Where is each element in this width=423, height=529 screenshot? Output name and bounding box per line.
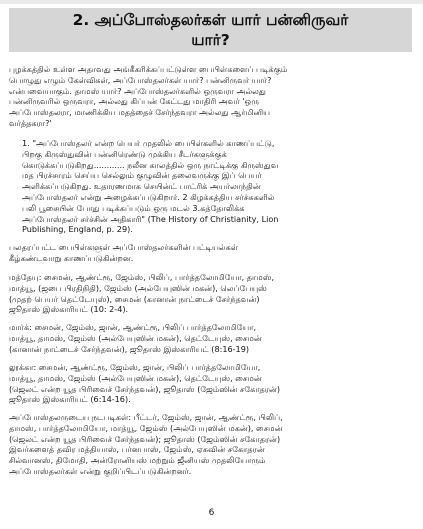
top-border: [0, 0, 423, 4]
chapter-heading-line-2: யார்?: [191, 31, 230, 49]
text-line: அளிக்கப்படுகிறது. உதாரணமாக செயின்ட் பாட்ரிக் அயர்லாந்தின்: [22, 181, 261, 192]
text-line: அப்போஸ்தலருடைய நடபடிகள்: பீட்டர், ஜேம்ஸ், ஜான், ஆண்ட்ரூ, பிலிப்,: [9, 412, 283, 422]
text-line: பலி பூசையின் போது படிக்கப்படும் ஒரு மடல் 3.கத்தோலிக்க: [22, 202, 245, 213]
chapter-heading-line-1: 2. அப்போஸ்தலர்கள் யார் பன்னிருவர்: [72, 11, 349, 29]
text-line: சில்வானஸ், திமோதி, அன்ரோனியஸ் மற்றும் ஜீனியஸ் முதலியோரும்: [9, 455, 266, 466]
text-line: பிறகு கிருஸ்துவின் பன்னிரெண்டு முக்கிய சீடர்களுக்குக்: [22, 148, 227, 159]
text-line: (ஜெலட் என்ற யூத பிரிவைச் சேர்ந்தவன்), ஜூதாஸ் (ஜேம்ஸின் சகோதரன்): [9, 383, 281, 394]
text-line: லூக்கா: சைமன், ஆண்ட்ரூ, ஜேம்ஸ், ஜான், பிலிப் பார்த்தலோமியோ,: [9, 362, 261, 372]
text-line: அப்போஸ்தலர் சர்ச்சின் அதிகாரி" (The History of Christianity, Lion: [22, 213, 279, 224]
text-line: என்பவையாகும். தாமஸ் யார்? அப்போஸ்தலர்களில் ஒருவரா அல்லது: [9, 85, 266, 96]
matthew-list: [9, 272, 413, 315]
text-line: அப்போஸ்தலர் என்று அழைக்கப்படுகிறார். 2 கிழக்கத்திய சர்ச்சுகளில்: [22, 191, 275, 202]
intro-paragraph: [9, 64, 413, 129]
text-line: இவர்களைத் தவிர மத்தியாஸ், பர்னபாஸ், ஜேம்ஸ், ஏசுவின் சகோதரன்: [9, 444, 265, 455]
text-line: ஜூதாஸ் இஸ்காரியட் (6:14-16).: [9, 394, 131, 405]
text-line: பலதரப்பட்ட பைபிள்களுள் அப்போஸ்தலர்களின் பட்டியல்கள்: [9, 242, 239, 252]
text-line: [22, 138, 416, 149]
text-line: பன்னிருவரில் ஒருவரா, அல்லது கிப்பன் கேட்டது மாதிரி அவர் 'ஒரு: [9, 96, 259, 107]
text-line: மத்தேயு: சைமன், ஆண்ட்ரூ, ஜேம்ஸ், பிலிப், பார்த்தலோமியோ, தாமஸ்,: [9, 272, 275, 282]
text-line: (கானான் நாட்டைச் சேர்ந்தவன்), ஜூதாஸ் இஸ்காரியட் (8:16-19): [9, 343, 250, 354]
footnote-quote: [22, 138, 416, 235]
text-line: புழக்கத்தில் உள்ள அதாவது அங்கீகரிக்கப்பட்டுள்ள பைபிள்களைப் படிக்கும்: [9, 64, 288, 74]
text-line: மாத்யூ, தாமஸ், ஜேம்ஸ் (அல்பேயுஸின் மகன்), தெட்டேயுஸ், சைமன்: [9, 372, 262, 383]
text-line: (ஜெலட் என்ற யூத பிரிவைச் சேர்ந்தவன்); ஜூதாஸ் (ஜேம்ஸின் சகோதரன்): [9, 433, 281, 444]
footnote-text: "அப்போஸ்தலர் என்ற பெயர் முதலில் பைபிள்களில் காணப்பட்டு,: [32, 138, 275, 148]
text-line: ஜூதாஸ் இஸ்காரியட் (10: 2-4).: [9, 304, 129, 315]
acts-list: [9, 412, 413, 477]
text-line: வர்த்தகரா?': [9, 117, 52, 128]
text-line: கீழ்கண்டவாறு காணப்படுகின்றன.: [9, 252, 134, 263]
page-number: 6: [208, 508, 215, 518]
text-line: அப்போஸ்தலர்கள் என்று குறிப்பிடப்படுகின்றனர்.: [9, 465, 192, 476]
luke-list: [9, 362, 413, 405]
text-line: தாமஸ், பார்த்தலோமியோ, மாத்யூ, ஜேம்ஸ் (அல்பேயுஸின் மகன்), சைமன்: [9, 422, 283, 433]
mark-list: [9, 322, 413, 354]
list-intro-paragraph: [9, 242, 413, 264]
text-line: பொழுது எழும் கேள்விகள், அப்போஸ்தலர்கள் யார்? பன்னிருவர் யார்?: [9, 74, 272, 85]
text-line: Publishing, England, p. 29).: [22, 224, 133, 235]
chapter-heading: [9, 8, 412, 52]
text-line: மார்க்: சைமன், ஜேம்ஸ், ஜான், ஆண்ட்ரூ, பிலிப் பார்த்தலோமியோ,: [9, 322, 257, 332]
text-line: (முதற் பெயர் தெட்டேயுஸ்), சைமன் (கானான் நாட்டைச் சேர்ந்தவன்): [9, 293, 260, 304]
text-line: அப்போஸ்தலரா, மாணிக்கிய மதத்தைச் சேர்ந்தவரா அல்லது ஆர்மினிய: [9, 107, 271, 118]
text-line: மாத்யூ, (ஜபை பிரதிநிதி), ஜேம்ஸ் (அல்பேயுஸின் மகன்), லெப்பேயுஸ்: [9, 282, 267, 293]
text-line: மத பிரச்சாரம் செய்ய செல்லும் குழுவின் தலைவருக்கு இப் பெயர்: [22, 170, 262, 181]
text-line: கொடுக்கப்படுகிறது............ நலீன காலத்தில் ஒரு நாட்டிக்கு கிருஸ்துவ: [22, 159, 279, 170]
text-line: மாத்யூ, தாமஸ், ஜேம்ஸ் (அல்பேயுஸின் மகன்), தெட்டேயுஸ், சைமன்: [9, 332, 262, 343]
footnote-number: 1.: [22, 138, 30, 148]
